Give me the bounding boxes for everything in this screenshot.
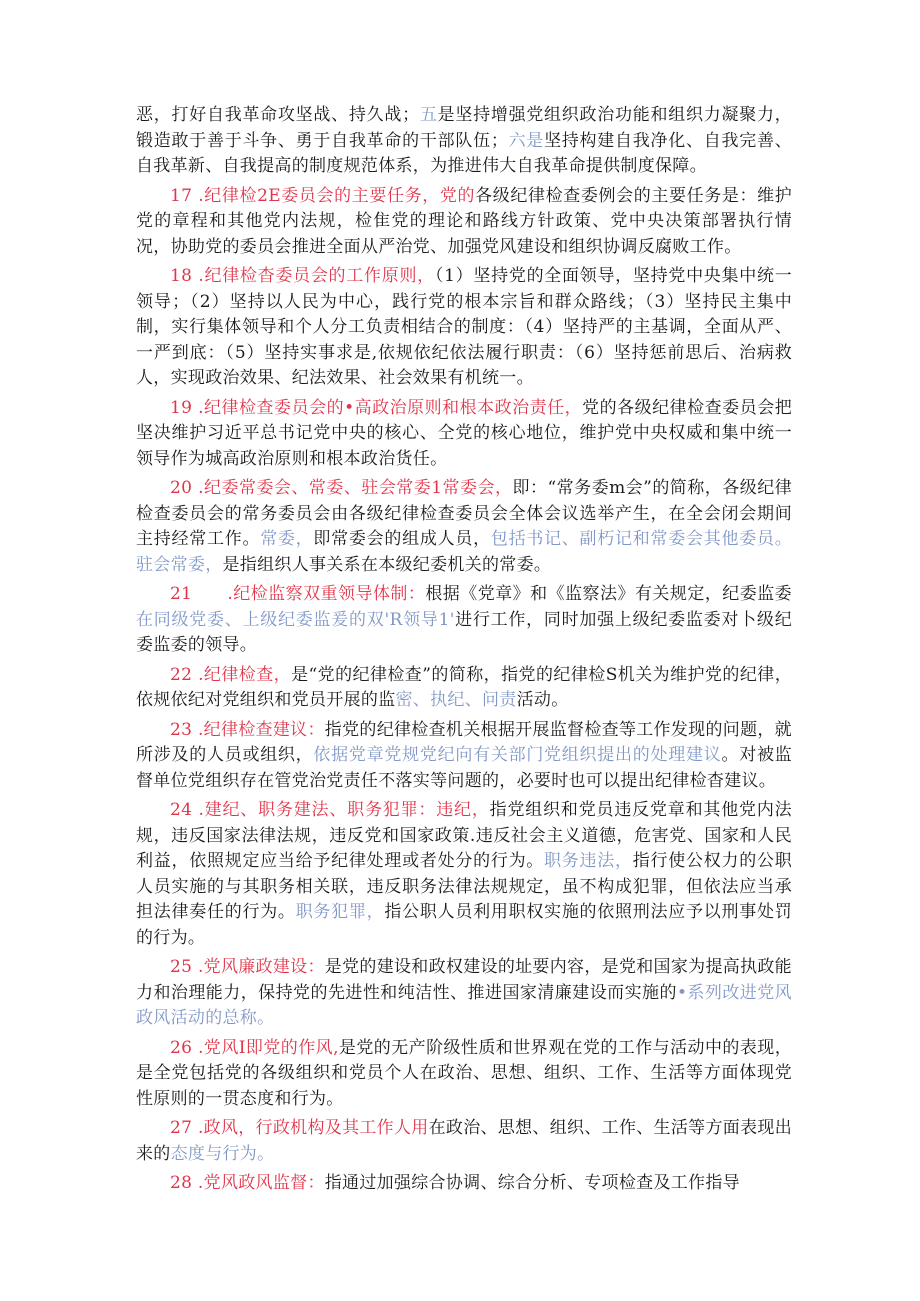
body-text: 指党组织和党员违反党章和其他党内法规，违反国家法律法规，违反党和国家政策.违反社会主义道德，危害党、国家和人民利益，依照规定应当给予纪律处理或者处分的行为。 <box>136 800 792 871</box>
paragraph <box>136 1036 792 1113</box>
highlighted-text: 五 <box>419 105 438 125</box>
paragraph <box>136 1171 792 1197</box>
paragraph <box>136 663 792 714</box>
paragraph <box>136 718 792 795</box>
paragraph <box>136 476 792 578</box>
paragraph <box>136 798 792 951</box>
highlighted-text: 态度与行为。 <box>170 1143 275 1164</box>
body-text: 是“党的纪律检查”的简称，指党的纪律检S机关为维护党的纪律，依规依纪对党组织和党员开展的监 <box>136 664 792 710</box>
body-text: 是党的无产阶级性质和世界观在党的工作与活动中的表现，是全党包括党的各级组织和党员个人在政治、思想、组织、工作、生活等方面体现党性原则的一贯态度和行为。 <box>136 1037 792 1109</box>
term-heading: 22 .纪律检查， <box>170 664 292 685</box>
body-text: 活动。 <box>516 690 569 710</box>
body-text: 指通过加强综合协调、综合分析、专项检查及工作指导 <box>324 1173 740 1193</box>
term-heading: 18 .纪律检杳委员会的工作原则， <box>170 266 435 286</box>
body-text: 是党的建设和政权建设的址要内容，是党和国家为提高执政能力和治理能力，保持党的先进性和纯洁性、推进国家清廉建设而实施的 <box>136 957 792 1003</box>
body-text: 指党的纪律检查机关根据开展监督检查等工作发现的问题，就所涉及的人员或组织， <box>136 719 792 765</box>
term-heading: 28 .党风政风监督： <box>170 1173 325 1193</box>
highlighted-text: •系列改进党风政风活动的总称。 <box>136 982 792 1028</box>
paragraph <box>136 264 792 392</box>
body-text: 指公职人员利用职权实施的依照刑法应予以刑事处罚的行为。 <box>136 902 793 948</box>
body-text: （1）坚持党的全面领导，坚持党中央集中统一领导；（2）坚持以人民为中心，践行党的根本宗旨和群众路线；（3）坚持民主集中制，实行集体领导和个人分工负责相结合的制度：（4）坚持严的主基调，全面从严、一严到底：（5）坚持实事求是,依规依纪依法履行职责：（6）坚持惩前思后、治病救人，实现政治效果、纪法效果、社会效果有机统一。 <box>136 266 792 388</box>
paragraph <box>136 396 792 473</box>
highlighted-text: 六是 <box>508 130 545 151</box>
document-page <box>136 103 792 1201</box>
highlighted-text: 在同级党委、上级纪委监爰的双'R领导1' <box>136 609 455 630</box>
body-text: 党的各级纪律检查委员会把坚决维护习近平总书记党中央的核心、仝党的核心地位，维护党中央权威和集中统一领导作为城高政治原则和根本政治货任。 <box>136 397 792 469</box>
highlighted-text: 包括书记、副朽记和常委会其他委员。驻会常委， <box>136 529 792 575</box>
term-heading: 20 .纪委常委会、常委、驻会常委1常委会， <box>170 478 513 498</box>
term-heading: 27 .政风，行政机构及其工作人用 <box>170 1118 429 1138</box>
paragraph <box>136 582 792 659</box>
body-text: 是指组织人事关系在本级纪委机关的常委。 <box>222 554 552 575</box>
body-text: 在政治、思想、组织、工作、生活等方面表现出来的 <box>136 1118 792 1164</box>
body-text: 坚持构建自我净化、自我完善、自我革新、自我提高的制度规范体系，为推进伟大自我革命提供制度保障。 <box>136 130 792 176</box>
term-heading: 21 .纪检监察双重领导体制： <box>170 584 426 604</box>
body-text: 各级纪律检查委例会的主要任务是：维护党的章程和其他党内法规，检隹党的理论和路线方针政策、党中央决策部署执行情况，协助党的委员会推进全面从严治党、加强党风建设和组织协调反腐败工作。 <box>136 185 793 257</box>
highlighted-text: 职务犯罪， <box>295 902 385 922</box>
term-heading: 25 .党风廉政建设： <box>170 957 325 977</box>
body-text: 即：“常务委m会”的简称，各级纪律检查委员会的常务委员会由各级纪律检查委员会全体会议选举产生，在全会闭会期间主持经常工作。 <box>136 478 792 549</box>
body-text: 指行使公权力的公职人员实施的与其职务相关联，违反职务法律法规规定，虽不构成犯罪，但依法应当承担法律奏任的行为。 <box>136 851 793 922</box>
term-heading: 19 .纪律检查委员会的•高政治原则和根本政治责任， <box>170 397 583 418</box>
highlighted-text: 职务违法， <box>544 851 633 871</box>
paragraph <box>136 184 792 261</box>
paragraph <box>136 103 792 180</box>
highlighted-text: 常委， <box>260 529 314 549</box>
highlighted-text: 依据党章党规党纪向有关部门党组织提出的处理建议 <box>313 745 722 765</box>
term-heading: 23 .纪律检查建议： <box>170 719 325 740</box>
body-text: 是坚持增强党组织政治功能和组织力凝聚力，锻造敢于善于斗争、勇于自我革命的干部队伍； <box>136 105 792 151</box>
body-text: 。对被监督单位党组织存在管党治党责任不落实等问题的，必要时也可以提出纪律检杳建议。 <box>136 745 793 791</box>
body-text: 恶，打好自我革命攻坚战、持久战； <box>136 105 420 125</box>
paragraph <box>136 1116 792 1167</box>
paragraph <box>136 955 792 1032</box>
term-heading: 26 .党风I即党的作风, <box>170 1037 339 1058</box>
term-heading: 24 .建纪、职务建法、职务犯罪：违纪， <box>170 800 490 820</box>
body-text: 进行工作，同时加强上级纪委监委对卜级纪委监委的领导。 <box>136 609 792 655</box>
highlighted-text: 密、执纪、问责 <box>395 690 517 710</box>
body-text: 即常委会的组成人员， <box>313 529 491 549</box>
term-heading: 17 .纪律检2E委员会的主要任务，党的 <box>170 185 476 206</box>
body-text: 根据《党章》和《监察法》有关规定，纪委监委 <box>425 584 792 604</box>
